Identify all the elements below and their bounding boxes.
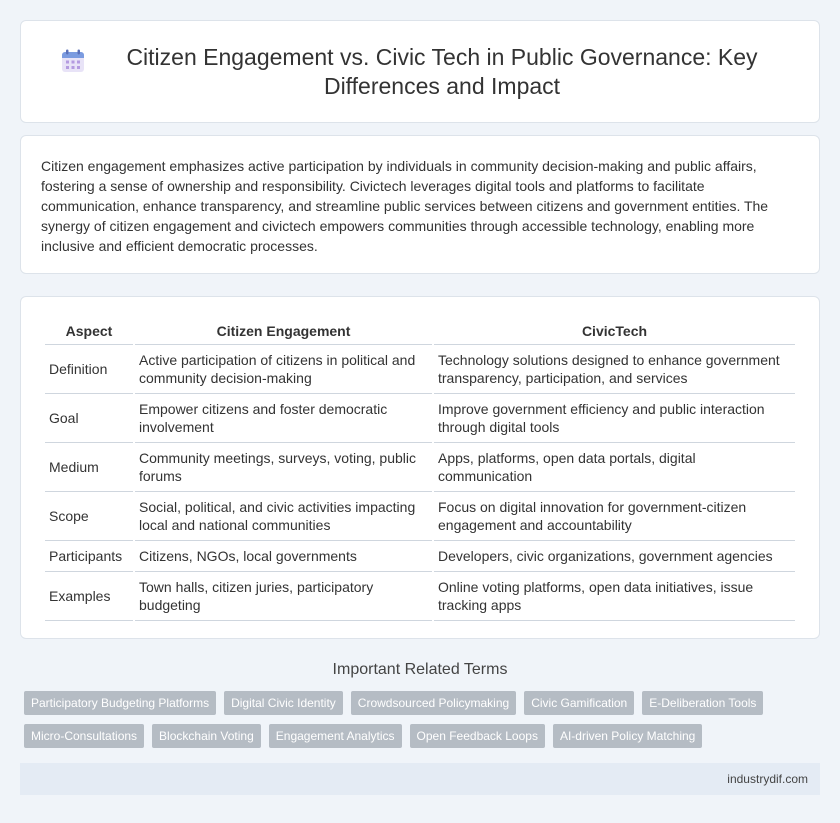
related-term-tag[interactable]: Digital Civic Identity <box>224 691 343 715</box>
related-term-tag[interactable]: Blockchain Voting <box>152 724 261 748</box>
related-term-tag[interactable]: AI-driven Policy Matching <box>553 724 702 748</box>
row-aspect: Medium <box>45 443 133 492</box>
row-civictech: Technology solutions designed to enhance government transparency, participation, and services <box>434 345 795 394</box>
related-term-tag[interactable]: E-Deliberation Tools <box>642 691 763 715</box>
table-row <box>45 443 795 492</box>
row-citizen-engagement: Empower citizens and foster democratic involvement <box>135 394 432 443</box>
row-aspect: Participants <box>45 541 133 572</box>
table-row <box>45 492 795 541</box>
intro-card <box>20 135 820 274</box>
related-term-tag[interactable]: Micro-Consultations <box>24 724 144 748</box>
table-header-row <box>45 319 795 345</box>
table-row <box>45 394 795 443</box>
comparison-table <box>43 319 797 621</box>
row-citizen-engagement: Citizens, NGOs, local governments <box>135 541 432 572</box>
related-term-tag[interactable]: Civic Gamification <box>524 691 634 715</box>
calendar-icon <box>61 49 85 73</box>
title-card <box>20 20 820 123</box>
related-term-tag[interactable]: Open Feedback Loops <box>410 724 545 748</box>
header-aspect: Aspect <box>45 319 133 345</box>
row-civictech: Focus on digital innovation for government-citizen engagement and accountability <box>434 492 795 541</box>
intro-text: Citizen engagement emphasizes active participation by individuals in community decision-making and public affairs, fostering a sense of ownership and responsibility. Civictech leverages digital tools and platforms to facilitate communication, enhance transparency, and streamline public services between citizens and government entities. The synergy of citizen engagement and civictech empowers communities through accessible technology, enabling more inclusive and efficient democratic processes. <box>41 158 769 254</box>
row-aspect: Definition <box>45 345 133 394</box>
row-aspect: Examples <box>45 572 133 621</box>
related-term-tag[interactable]: Engagement Analytics <box>269 724 402 748</box>
header-civictech: CivicTech <box>434 319 795 345</box>
row-civictech: Developers, civic organizations, government agencies <box>434 541 795 572</box>
related-term-tag[interactable]: Crowdsourced Policymaking <box>351 691 516 715</box>
row-aspect: Goal <box>45 394 133 443</box>
row-citizen-engagement: Community meetings, surveys, voting, public forums <box>135 443 432 492</box>
page-title: Citizen Engagement vs. Civic Tech in Public Governance: Key Differences and Impact <box>126 43 758 99</box>
header-citizen-engagement: Citizen Engagement <box>135 319 432 345</box>
related-terms-title: Important Related Terms <box>332 661 508 678</box>
row-civictech: Improve government efficiency and public interaction through digital tools <box>434 394 795 443</box>
row-citizen-engagement: Town halls, citizen juries, participatory budgeting <box>135 572 432 621</box>
related-terms-list <box>20 691 820 757</box>
row-aspect: Scope <box>45 492 133 541</box>
comparison-card <box>20 296 820 639</box>
related-terms-section <box>20 661 820 757</box>
row-civictech: Online voting platforms, open data initiatives, issue tracking apps <box>434 572 795 621</box>
table-row <box>45 572 795 621</box>
row-civictech: Apps, platforms, open data portals, digital communication <box>434 443 795 492</box>
row-citizen-engagement: Social, political, and civic activities impacting local and national communities <box>135 492 432 541</box>
footer-site-link[interactable]: industrydif.com <box>727 772 808 786</box>
table-row <box>45 541 795 572</box>
related-term-tag[interactable]: Participatory Budgeting Platforms <box>24 691 216 715</box>
table-row <box>45 345 795 394</box>
footer <box>20 763 820 795</box>
row-citizen-engagement: Active participation of citizens in political and community decision-making <box>135 345 432 394</box>
